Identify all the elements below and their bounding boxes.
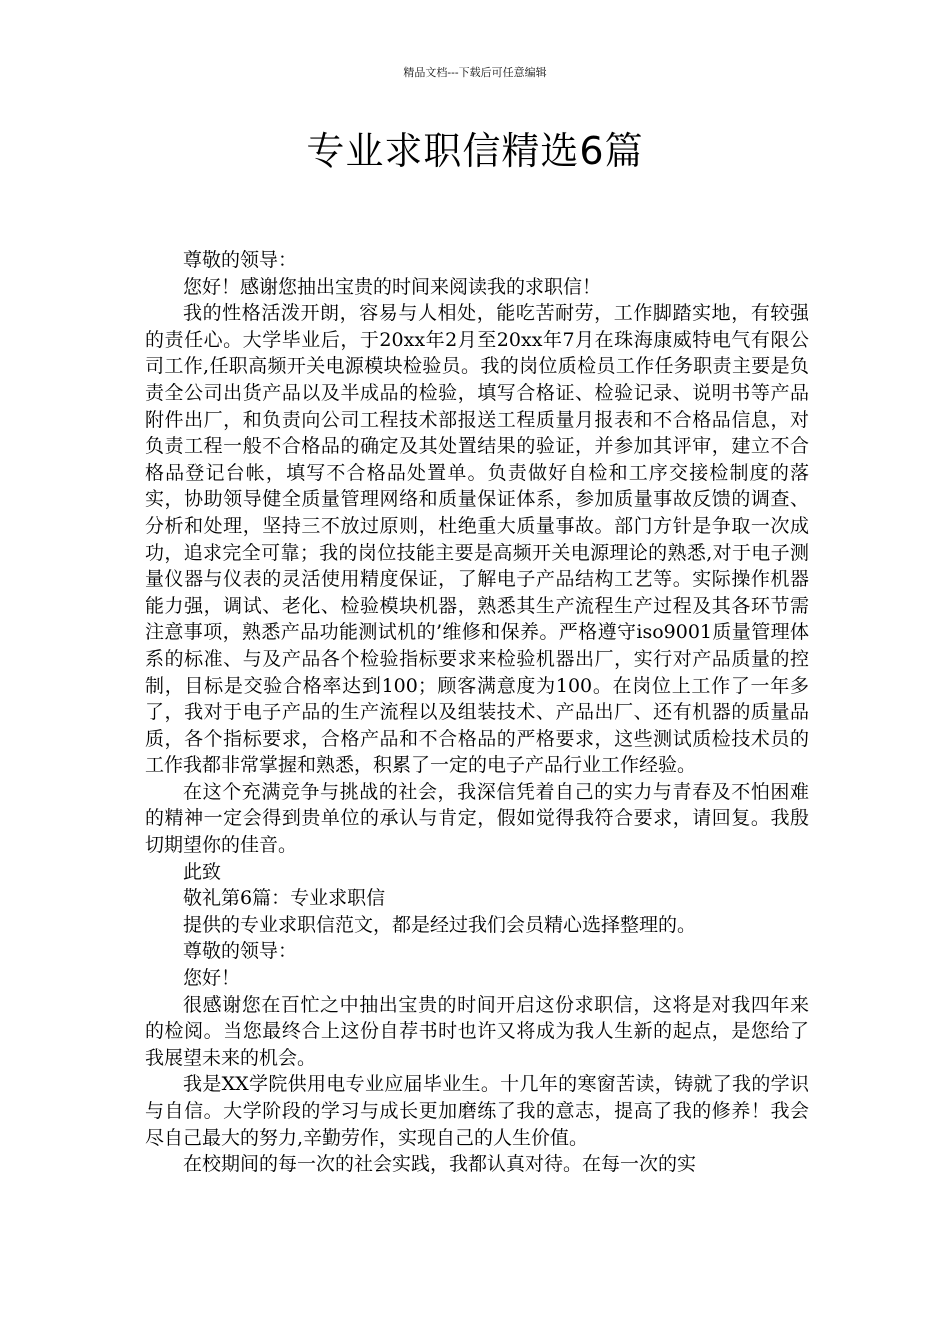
closing-line: 此致 bbox=[183, 860, 222, 883]
body-paragraph: 在这个充满竞争与挑战的社会，我深信凭着自己的实力与青春及不怕困难的精神一定会得到贵单位的承认与肯定，假如觉得我符合要求，请回复。我殷切期望你的佳音。 bbox=[145, 780, 809, 857]
body-paragraph: 我是XX学院供用电专业应届毕业生。十几年的寒窗苦读，铸就了我的学识与自信。大学阶段的学习与成长更加磨练了我的意志，提高了我的修养！我会尽自己最大的努力,辛勤劳作，实现自己的人生价值。 bbox=[145, 1073, 809, 1149]
salutation: 尊敬的领导： bbox=[183, 940, 298, 963]
body-paragraph: 很感谢您在百忙之中抽出宝贵的时间开启这份求职信，这将是对我四年来的检阅。当您最终合上这份自荐书时也许又将成为我人生新的起点，是您给了我展望未来的机会。 bbox=[145, 993, 809, 1069]
document-title: 专业求职信精选6篇 bbox=[306, 129, 644, 173]
body-paragraph: 在校期间的每一次的社会实践，我都认真对待。在每一次的实 bbox=[183, 1153, 697, 1176]
section-heading: 敬礼第6篇：专业求职信 bbox=[183, 887, 386, 910]
document-body bbox=[145, 247, 809, 1178]
intro-paragraph: 提供的专业求职信范文，都是经过我们会员精心选择整理的。 bbox=[183, 913, 697, 936]
body-paragraph: 我的性格活泼开朗，容易与人相处，能吃苦耐劳，工作脚踏实地，有较强的责任心。大学毕业后，于20xx年2月至20xx年7月在珠海康威特电气有限公司工作,任职高频开关电源模块检验员。我的岗位质检员工作任务职责主要是负责全公司出货产品以及半成品的检验，填写合格证、检验记录、说明书等产品附件出厂，和负责向公司工程技术部报送工程质量月报表和不合格品信息，对负责工程一般不合格品的确定及其处置结果的验证，并参加其评审，建立不合格品登记台帐，填写不合格品处置单。负责做好自检和工序交接检制度的落实，协助领导健全质量管理网络和质量保证体系，参加质量事故反馈的调查、分析和处理，坚持三不放过原则，杜绝重大质量事故。部门方针是争取一次成功，追求完全可靠；我的岗位技能主要是高频开关电源理论的熟悉,对于电子测量仪器与仪表的灵活使用精度保证，了解电子产品结构工艺等。实际操作机器能力强，调试、老化、检验模块机器，熟悉其生产流程生产过程及其各环节需注意事项，熟悉产品功能测试机的’维修和保养。严格遵守iso9001质量管理体系的标准、与及产品各个检验指标要求来检验机器出厂，实行对产品质量的控制，目标是交验合格率达到100；顾客满意度为100。在岗位上工作了一年多了，我对于电子产品的生产流程以及组装技术、产品出厂、还有机器的质量品质，各个指标要求，合格产品和不合格品的严格要求，这些测试质检技术员的工作我都非常掌握和熟悉，积累了一定的电子产品行业工作经验。 bbox=[145, 302, 809, 777]
salutation: 尊敬的领导： bbox=[183, 249, 298, 271]
greeting: 您好！ bbox=[183, 967, 241, 990]
header-note: 精品文档---下载后可任意编辑 bbox=[403, 66, 547, 79]
greeting: 您好！感谢您抽出宝贵的时间来阅读我的求职信！ bbox=[183, 275, 602, 298]
